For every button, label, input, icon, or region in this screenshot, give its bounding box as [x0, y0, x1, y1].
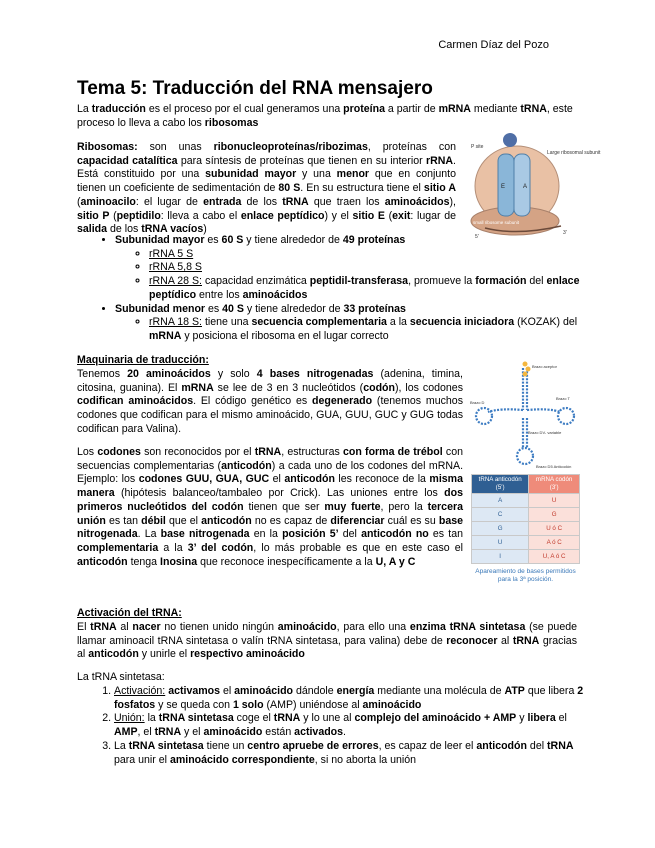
section-heading-activacion: Activación del tRNA:: [77, 607, 182, 619]
large-subunit-label: Large ribosomal subunit: [547, 150, 601, 156]
intro-paragraph: La traducción es el proceso por el cual generamos una proteína a partir de mRNA mediante tRNA, este proceso lo lleva a cabo los ribosomas: [77, 103, 573, 129]
activacion-paragraph: El tRNA al nacer no tienen unido ningún aminoácido, para ello una enzima tRNA sintetasa (se puede llamar aminoacil tRNA sintetasa o valín tRNA sintetasa, para valina) debe de reconocer al tRNA gracias al anticodón y unirle el respectivo aminoácido: [77, 621, 577, 661]
section-heading-maquinaria: Maquinaria de traducción:: [77, 354, 209, 366]
list-item: 3. La tRNA sintetasa tiene un centro apruebe de errores, es capaz de leer el anticodón del tRNA para unir el aminoácido correspondiente, si no aborta la unión: [114, 740, 587, 767]
list-item: 2. Unión: la tRNA sintetasa coge el tRNA y lo une al complejo del aminoácido + AMP y libera el AMP, el tRNA y el aminoácido están activados.: [114, 712, 587, 739]
table-row: U A ó C: [472, 536, 580, 550]
list-item: ◦ rRNA 5,8 S: [149, 261, 587, 275]
list-item: ◦ rRNA 5 S: [149, 248, 587, 262]
table-row: I U, A ó C: [472, 550, 580, 564]
three-prime-label: 3': [563, 230, 567, 236]
table-header: tRNA anticodón (5'): [472, 475, 529, 494]
five-prime-label: 5': [475, 234, 479, 240]
list-item: • Subunidad mayor es 60 S y tiene alrededor de 49 proteínas ◦ rRNA 5 S ◦ rRNA 5,8 S ◦ rRNA 28 S: capacidad enzimática peptidil-transferasa, promueve la formación del enlace peptídico entre los aminoácidos: [115, 234, 587, 303]
trna-cloverleaf-diagram: [470, 360, 580, 472]
maquinaria-paragraph-1: Tenemos 20 aminoácidos y solo 4 bases nitrogenadas (adenina, timina, citosina, guanina). El mRNA se lee de 3 en 3 nucleótidos (codón), los codones codifican aminoácidos. El código genético es degenerado (tenemos muchos codones que codifican para el mismo aminoácido, GUA, GUU, GUC y GUG todas codifican para Valina).: [77, 368, 463, 435]
ribosome-diagram: [465, 126, 601, 246]
table-caption: Apareamiento de bases permitidos para la 3ª posición.: [475, 568, 576, 583]
table-row: A U: [472, 494, 580, 508]
t-arm-label: Brazo T: [556, 396, 570, 401]
acceptor-arm-label: Brazo aceptor: [532, 364, 557, 369]
p-site-label: P site: [471, 144, 484, 150]
ribosomes-paragraph: Ribosomas: son unas ribonucleoproteínas/ribozimas, proteínas con capacidad catalítica para síntesis de proteínas que tienen en su interior rRNA. Está constituido por una subunidad mayor y una menor que en conjunto tienen un coeficiente de sedimentación de 80 S. En su estructura tiene el sitio A (aminoacilo: el lugar de entrada de los tRNA que traen los aminoácidos), sitio P (peptidilo: lleva a cabo el enlace peptídico) y el sitio E (exit: lugar de salida de los tRNA vacíos): [77, 141, 456, 236]
sintetasa-steps-list: [77, 685, 587, 767]
list-item: ◦ rRNA 28 S: capacidad enzimática peptidil-transferasa, promueve la formación del enlace peptídico entre los aminoácidos: [149, 275, 587, 302]
table-row: C G: [472, 508, 580, 522]
variable-arm-label: Brazo DV- variable: [528, 430, 562, 435]
e-site-label: E: [501, 184, 506, 190]
anticodon-arm-label: Brazo D5 Anticodón: [536, 464, 572, 469]
table-row: G U ó C: [472, 522, 580, 536]
author-name: Carmen Díaz del Pozo: [438, 39, 549, 51]
small-subunit-label: small ribosome subunit: [473, 220, 520, 225]
subunit-list: [77, 234, 587, 344]
list-item: ◦ rRNA 18 S: tiene una secuencia complementaria a la secuencia iniciadora (KOZAK) del mRNA y posiciona el ribosoma en el lugar correcto: [149, 316, 587, 343]
list-item: 1. Activación: activamos el aminoácido dándole energía mediante una molécula de ATP que libera 2 fosfatos y se queda con 1 solo (AMP) uniéndose al aminoácido: [114, 685, 587, 712]
sintetasa-lead: La tRNA sintetasa:: [77, 671, 165, 683]
table-header: mRNA codón (3'): [529, 475, 580, 494]
maquinaria-paragraph-2: Los codones son reconocidos por el tRNA, estructuras con forma de trébol con secuencias complementarias (anticodón) a cada uno de los codones del mRNA. Ejemplo: los codones GUU, GUA, GUC el anticodón les reconoce de la misma manera (hipótesis balanceo/tambaleo por Crick). Las uniones entre los dos primeros nucleótidos del codón tienen que ser muy fuerte, pero la tercera unión es tan débil que el anticodón no es capaz de diferenciar cuál es su base nitrogenada. La base nitrogenada en la posición 5’ del anticodón no es tan complementaria a la 3’ del codón, lo más probable es que en este caso el anticodón tenga Inosina que reconoce inespecíficamente a la U, A y C: [77, 446, 464, 568]
a-site-label: A: [523, 184, 528, 190]
wobble-pairing-table: [471, 474, 580, 584]
page-title: Tema 5: Traducción del RNA mensajero: [77, 78, 433, 99]
list-item: • Subunidad menor es 40 S y tiene alrededor de 33 proteínas ◦ rRNA 18 S: tiene una secuencia complementaria a la secuencia iniciadora (KOZAK) del mRNA y posiciona el ribosoma en el lugar correcto: [115, 303, 587, 344]
d-arm-label: Brazo D: [470, 400, 485, 405]
